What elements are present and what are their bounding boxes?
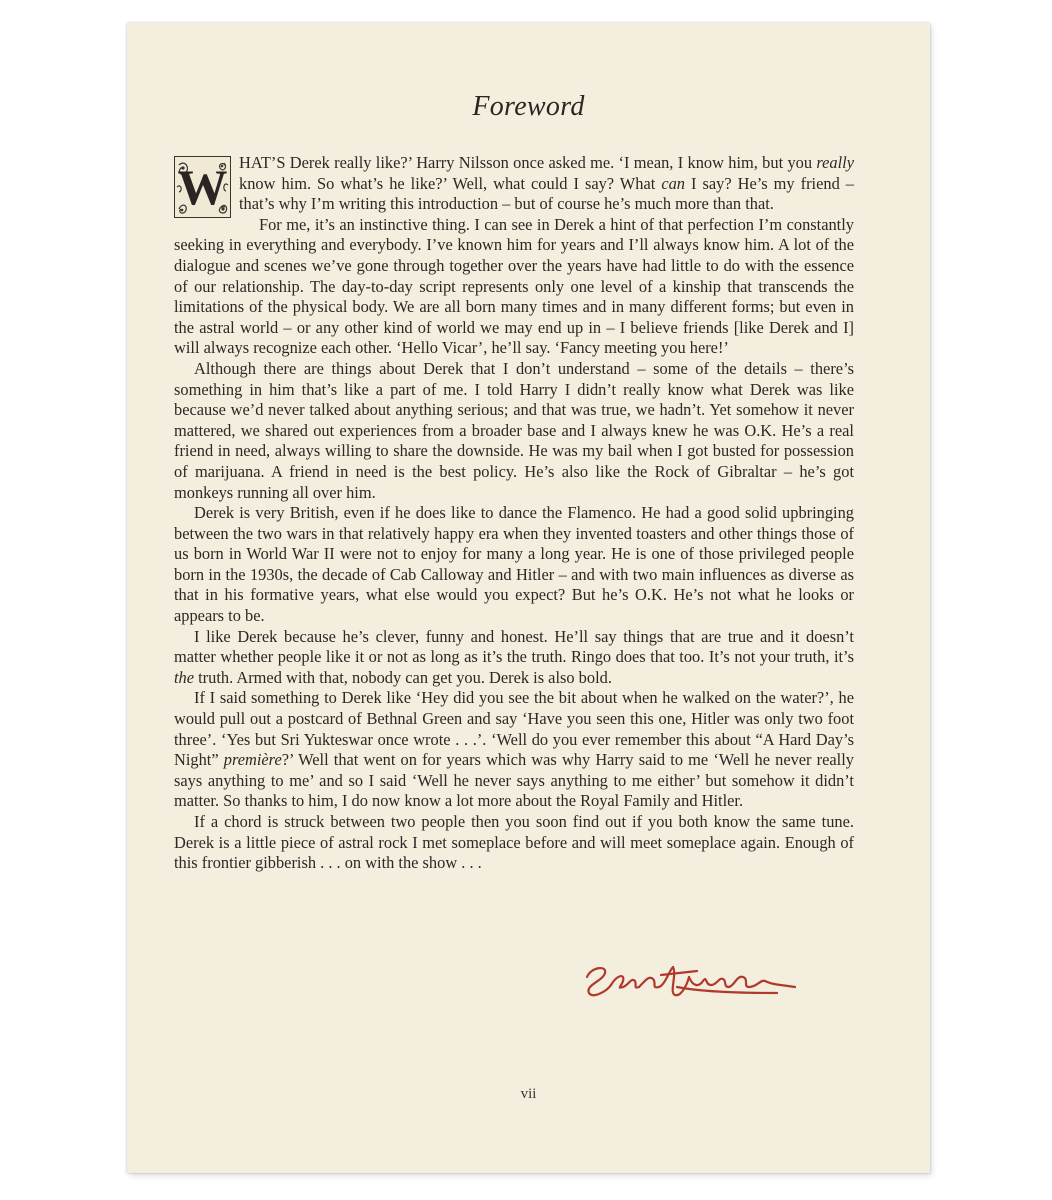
book-page <box>127 23 930 1173</box>
italic-text: can <box>661 173 685 193</box>
signature-icon <box>577 941 807 1011</box>
italic-text: première <box>223 750 282 770</box>
paragraph <box>174 359 854 503</box>
paragraph-text: If I said something to Derek like ‘Hey did you see the bit about when he walked on the water?’, he would pull out a postcard of Bethnal Green and say ‘Have you seen this one, Hitler was only two foot three’. ‘Yes but Sri Yukteswar once wrote . . .’. ‘Well do you ever remember this about “A Hard Day’s Night” <box>174 688 854 770</box>
paragraph-text: Although there are things about Derek that I don’t understand – some of the details – there’s something in him that’s like a part of me. I told Harry I didn’t really know what Derek was like because we’d never talked about anything serious; and that was true, we hadn’t. Yet somehow it never mattered, we shared out experiences from a broader base and I always knew he was O.K. He’s a real friend in need, always willing to share the downside. He was my bail when I got busted for possession of marijuana. A friend in need is the best policy. He’s also like the Rock of Gibraltar – he’s got monkeys running all over him. <box>174 358 854 502</box>
paragraph-text: For me, it’s an instinctive thing. I can see in Derek a hint of that perfection I’m constantly seeking in everything and everybody. I’ve known him for years and I’ll always know him. A lot of the dialogue and scenes we’ve gone through together over the years have had little to do with the essence of our relationship. The day-to-day script represents only one level of a kinship that transcends the limitations of the physical body. We are all born many times and in many different forms; but even in the astral world – or any other kind of world we may end up in – I believe friends [like Derek and I] will always recognize each other. ‘Hello Vicar’, he’ll say. ‘Fancy meeting you here!’ <box>174 214 854 358</box>
paragraph-text: truth. Armed with that, nobody can get you. Derek is also bold. <box>194 667 612 687</box>
paragraph-text: If a chord is struck between two people then you soon find out if you both know the same tune. Derek is a little piece of astral rock I met someplace before and will meet someplace again. Enough of this frontier gibberish . . . on with the show . . . <box>174 812 854 873</box>
dropcap-ornament <box>174 156 231 218</box>
paragraph <box>174 215 854 359</box>
paragraph-text: ?’ Well that went on for years which was why Harry said to me ‘Well he never really says anything to me’ and so I said ‘Well he never says anything to me either’ but somehow it didn’t matter. So thanks to him, I do now know a lot more about the Royal Family and Hitler. <box>174 750 854 811</box>
paragraph <box>174 153 854 215</box>
paragraph <box>174 688 854 812</box>
italic-text: the <box>174 667 195 687</box>
dropcap-letter: W <box>177 159 228 215</box>
paragraph-text: HAT’S Derek really like?’ Harry Nilsson once asked me. ‘I mean, I know him, but you <box>239 153 817 172</box>
paragraph <box>174 503 854 627</box>
paragraph <box>174 812 854 874</box>
foreword-body <box>174 153 854 874</box>
paragraph-text: Derek is very British, even if he does like to dance the Flamenco. He had a good solid upbringing between the two wars in that relatively happy era when they invented toasters and other things those of us born in World War II were not to enjoy for many a long year. He is one of those privileged people born in the 1930s, the decade of Cab Calloway and Hitler – and with two main influences as diverse as that in his formative years, what else would you expect? But he’s O.K. He’s not what he looks or appears to be. <box>174 503 854 626</box>
page-title: Foreword <box>472 91 585 122</box>
italic-text: really <box>816 153 854 172</box>
page-number: vii <box>520 1086 537 1102</box>
paragraph-text: I like Derek because he’s clever, funny and honest. He’ll say things that are true and it doesn’t matter whether people like it or not as long as it’s the truth. Ringo does that too. It’s not your truth, it’s <box>174 626 854 667</box>
paragraph-text: I say? He’s my friend – that’s why I’m writing this introduction – but of course he’s much more than that. <box>239 173 854 214</box>
paragraph-text: know him. So what’s he like?’ Well, what could I say? What <box>239 173 662 193</box>
paragraph <box>174 627 854 689</box>
